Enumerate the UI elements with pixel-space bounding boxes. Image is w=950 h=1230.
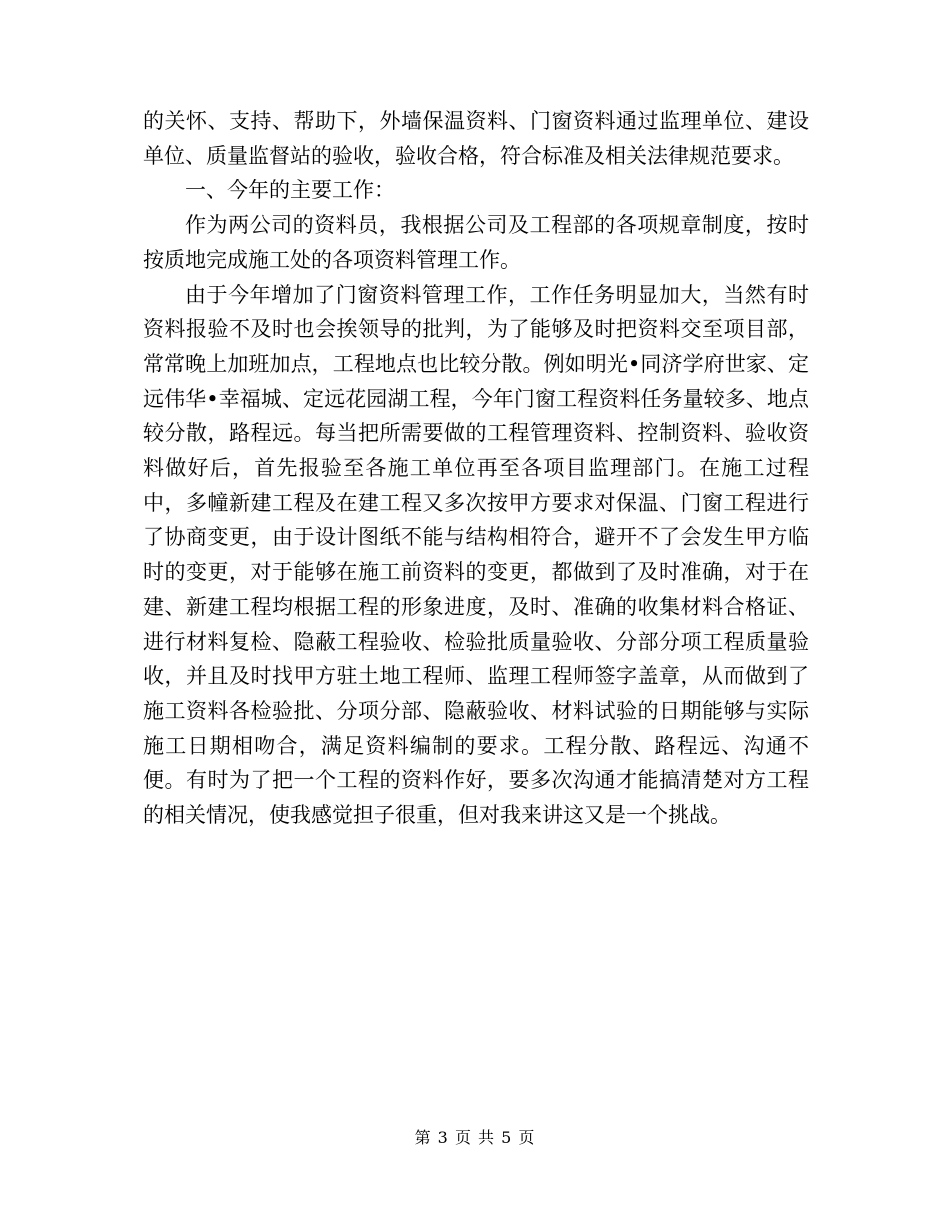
section-heading-main-work: 一、今年的主要工作： (185, 178, 395, 203)
paragraph-details: 由于今年增加了门窗资料管理工作，工作任务明显加大，当然有时资料报验不及时也会挨领导的批判，为了能够及时把资料交至项目部，常常晚上加班加点，工程地点也比较分散。例如明光•同济学府世家、定远伟华•幸福城、定远花园湖工程，今年门窗工程资料任务量较多、地点较分散，路程远。每当把所需要做的工程管理资料、控制资料、验收资料做好后，首先报验至各施工单位再至各项目监理部门。在施工过程中，多幢新建工程及在建工程又多次按甲方要求对保温、门窗工程进行了协商变更，由于设计图纸不能与结构相符合，避开不了会发生甲方临时的变更，对于能够在施工前资料的变更，都做到了及时准确，对于在建、新建工程均根据工程的形象进度，及时、准确的收集材料合格证、进行材料复检、隐蔽工程验收、检验批质量验收、分部分项工程质量验收，并且及时找甲方驻土地工程师、监理工程师签字盖章，从而做到了施工资料各检验批、分项分部、隐蔽验收、材料试验的日期能够与实际施工日期相吻合，满足资料编制的要求。工程分散、路程远、沟通不便。有时为了把一个工程的资料作好，要多次沟通才能搞清楚对方工程的相关情况，使我感觉担子很重，但对我来讲这又是一个挑战。 (143, 282, 809, 828)
page-number-footer: 第 3 页 共 5 页 (414, 1128, 536, 1147)
paragraph-role: 作为两公司的资料员，我根据公司及工程部的各项规章制度，按时按质地完成施工处的各项资料管理工作。 (143, 213, 809, 272)
paragraph-continuation: 的关怀、支持、帮助下，外墙保温资料、门窗资料通过监理单位、建设单位、质量监督站的验收，验收合格，符合标准及相关法律规范要求。 (143, 109, 809, 168)
document-body (143, 104, 809, 833)
